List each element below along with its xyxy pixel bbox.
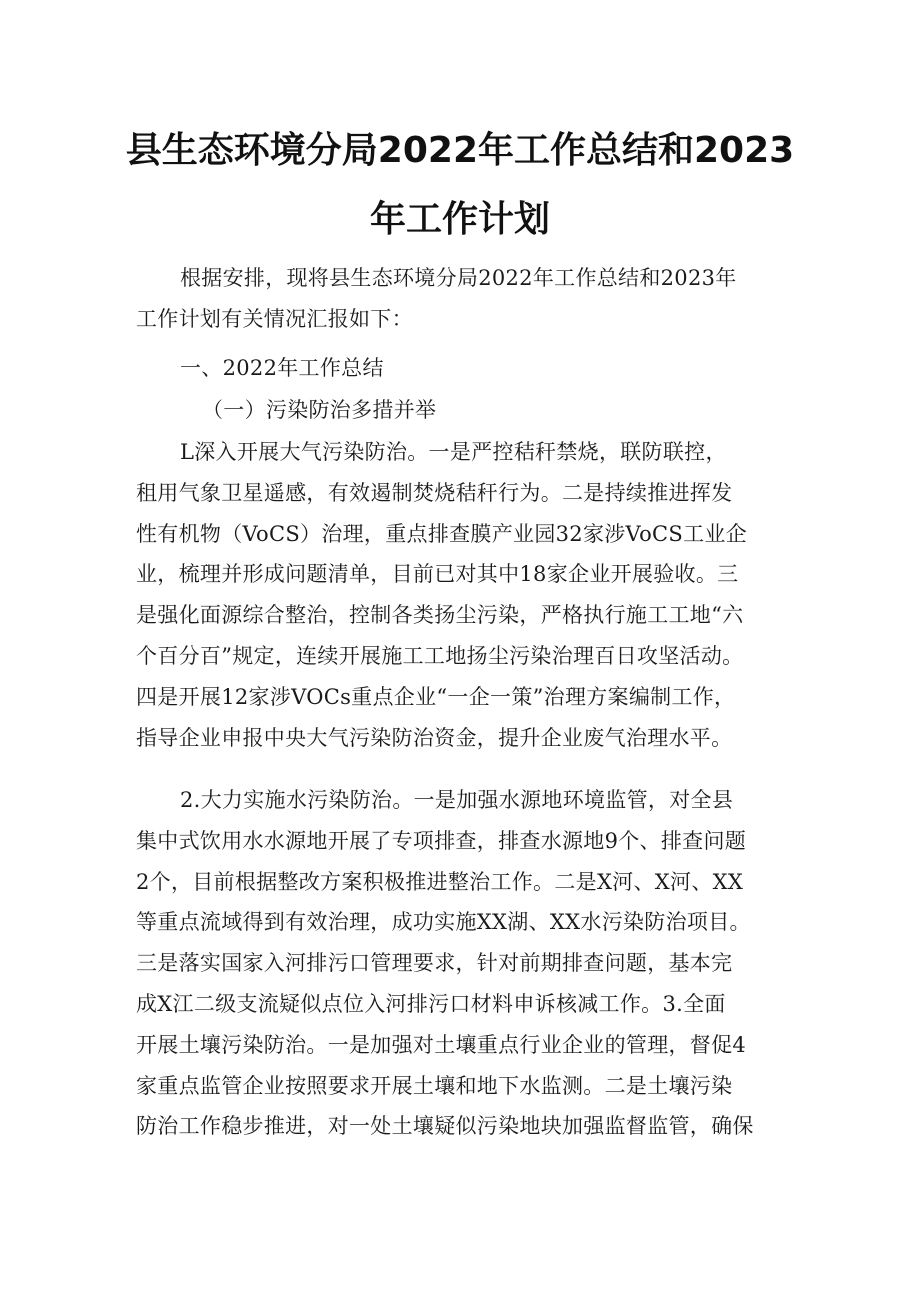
section-heading (136, 348, 796, 389)
paragraph-line: 开展土壤污染防治。一是加强对土壤重点行业企业的管理，督促4 (136, 1032, 747, 1057)
paragraph-line: 租用气象卫星遥感，有效遏制焚烧秸秆行为。二是持续推进挥发 (136, 480, 733, 505)
document-title-line-2: 年工作计划 (369, 199, 550, 240)
paragraph-line: 家重点监管企业按照要求开展土壤和地下水监测。二是土壤污染 (136, 1073, 733, 1098)
document-title-line-1: 县生态环境分局2022年工作总结和2023 (125, 130, 795, 171)
intro-paragraph (136, 258, 796, 340)
paragraph-water-soil-pollution (136, 780, 796, 1147)
paragraph-line: 集中式饮用水水源地开展了专项排查，排查水源地9个、排查问题 (136, 828, 747, 853)
paragraph-air-pollution (136, 432, 796, 758)
paragraph-line: 个百分百”规定，连续开展施工工地扬尘污染治理百日攻坚活动。 (136, 643, 744, 668)
paragraph-line: 2.大力实施水污染防治。一是加强水源地环境监管，对全县 (180, 788, 734, 812)
intro-line: 根据安排，现将县生态环境分局2022年工作总结和2023年 (180, 266, 737, 290)
intro-line: 工作计划有关情况汇报如下： (136, 306, 413, 331)
subsection-heading (136, 390, 796, 431)
paragraph-line: 三是落实国家入河排污口管理要求，针对前期排查问题，基本完 (136, 951, 733, 976)
paragraph-line: 指导企业申报中央大气污染防治资金，提升企业废气治理水平。 (136, 725, 733, 750)
paragraph-line: 等重点流域得到有效治理，成功实施XX湖、XX水污染防治项目。 (136, 910, 751, 935)
paragraph-line: 业，梳理并形成问题清单，目前已对其中18家企业开展验收。三 (136, 562, 739, 587)
paragraph-line: 成X江二级支流疑似点位入河排污口材料申诉核减工作。3.全面 (136, 991, 726, 1016)
paragraph-line: 2个，目前根据整改方案积极推进整治工作。二是X河、X河、XX (136, 869, 744, 894)
paragraph-line: L深入开展大气污染防治。一是严控秸秆禁烧，联防联控， (180, 440, 727, 464)
section-heading-text: 一、2022年工作总结 (180, 356, 384, 380)
paragraph-line: 防治工作稳步推进，对一处土壤疑似污染地块加强监督监管，确保 (136, 1114, 754, 1139)
paragraph-line: 性有机物（VoCS）治理，重点排查膜产业园32家涉VoCS工业企 (136, 521, 747, 546)
paragraph-line: 是强化面源综合整治，控制各类扬尘污染，严格执行施工工地“六 (136, 603, 744, 628)
subsection-heading-text: （一）污染防治多措并举 (202, 398, 437, 422)
paragraph-line: 四是开展12家涉VOCs重点企业“一企一策”治理方案编制工作， (136, 684, 736, 709)
